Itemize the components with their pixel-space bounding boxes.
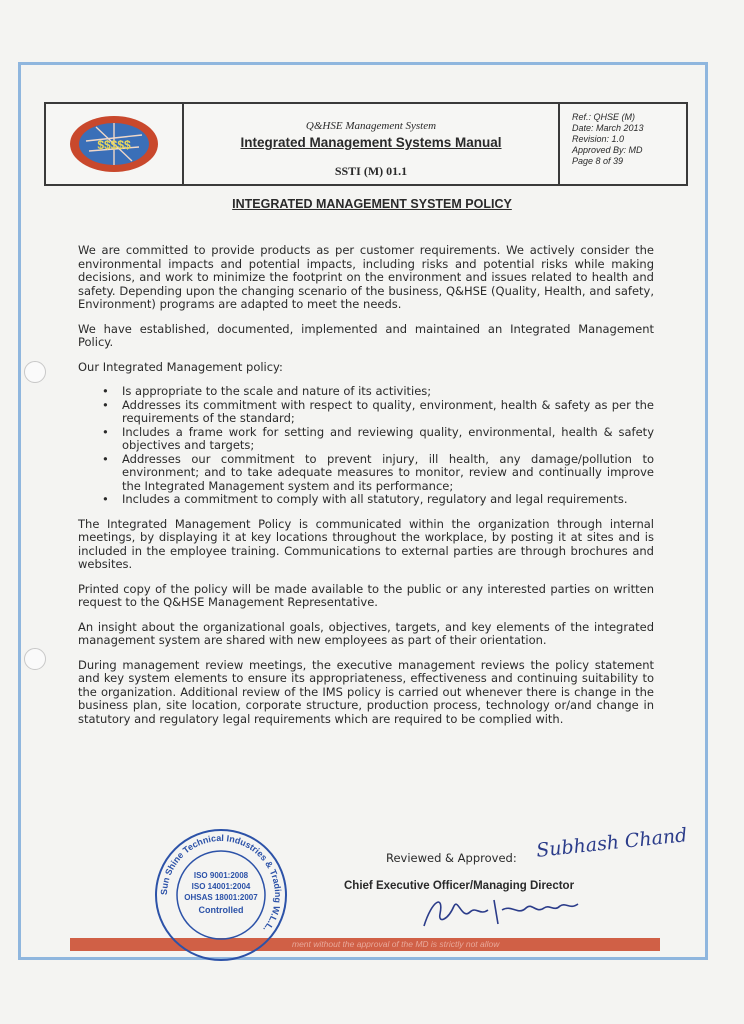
document-control-info: [560, 104, 686, 184]
reviewer-signature: Subhash Chand: [535, 824, 689, 862]
signatory-position: Chief Executive Officer/Managing Director: [344, 880, 575, 892]
page-title: INTEGRATED MANAGEMENT SYSTEM POLICY: [232, 197, 512, 211]
svg-text:$$$$$: $$$$$: [97, 138, 131, 152]
policy-bullet-list: [78, 385, 654, 507]
list-item: • Includes a frame work for setting and reviewing quality, environmental, health & safety objectives and targets;: [78, 426, 654, 453]
iso-controlled-stamp-icon: [152, 826, 290, 964]
policy-body: [78, 244, 654, 737]
paragraph-communication: The Integrated Management Policy is communicated within the organization through internal meetings, by displaying it at key locations throughout the workplace, by posting it at sites and is included in the employee training. Communications to external parties are through brochures and websites.: [78, 516, 654, 571]
paragraph-policy-intro: Our Integrated Management policy:: [78, 359, 283, 374]
stamp-line: OHSAS 18001:2007: [184, 893, 258, 902]
paragraph-commitment: We are committed to provide products as per customer requirements. We actively consider the environmental impacts and potential impacts, including risks and potential risks while making decisions, and work to minimize the footprint on the environment and issues related to health and safety. Depending upon the changing scenario of the business, Q&HSE (Quality, Health, and safety, Environment) programs are adapted to meet the needs.: [78, 243, 654, 311]
list-item: • Includes a commitment to comply with all statutory, regulatory and legal requirements.: [78, 493, 654, 507]
paragraph-established: We have established, documented, implemented and maintained an Integrated Management Policy.: [78, 321, 654, 349]
header-title-block: [184, 104, 560, 184]
list-item: • Addresses its commitment with respect to quality, environment, health & safety as per the requirements of the standard;: [78, 399, 654, 426]
revision-line: Revision: 1.0: [572, 134, 625, 144]
paragraph-insight: An insight about the organizational goals, objectives, targets, and key elements of the integrated management system are shared with new employees as part of their orientation.: [78, 619, 654, 647]
page-line: Page 8 of 39: [572, 156, 624, 166]
document-code: SSTI (M) 01.1: [334, 164, 408, 178]
stamp-line: ISO 9001:2008: [193, 871, 249, 880]
manual-title: Integrated Management Systems Manual: [240, 135, 502, 150]
footer-note: ment without the approval of the MD is strictly not allow: [292, 939, 500, 949]
stamp-controlled: Controlled: [198, 905, 244, 915]
list-item: • Is appropriate to the scale and nature of its activities;: [78, 385, 654, 399]
stamp-ring-text: Sun Shine Technical Industries & Trading W.L.L.: [158, 832, 284, 935]
company-logo: [46, 104, 184, 184]
date-line: Date: March 2013: [572, 123, 644, 133]
paragraph-printed-copy: Printed copy of the policy will be made available to the public or any interested parties on written request to the Q&HSE Management Representative.: [78, 581, 654, 609]
system-name: Q&HSE Management System: [305, 120, 437, 132]
signature-icon: [418, 890, 588, 932]
approved-line: Approved By: MD: [572, 145, 643, 155]
globe-logo-icon: [64, 111, 164, 177]
document-header: [44, 102, 688, 186]
stamp-line: ISO 14001:2004: [191, 882, 251, 891]
paragraph-review: During management review meetings, the executive management reviews the policy statement and key system elements to ensure its appropriateness, effectiveness and continuing suitability to the organization. Additional review of the IMS policy is carried out whenever there is change in the business plan, site location, corporate structure, production process, technology or/and change in statutory and regulatory legal requirements which are required to be complied with.: [78, 657, 654, 726]
ref-line: Ref.: QHSE (M): [572, 112, 636, 122]
list-item: • Addresses our commitment to prevent injury, ill health, any damage/pollution to environment; and to take adequate measures to monitor, review and continually improve the Integrated Management system and its performance;: [78, 453, 654, 494]
reviewed-label: Reviewed & Approved:: [386, 851, 517, 865]
